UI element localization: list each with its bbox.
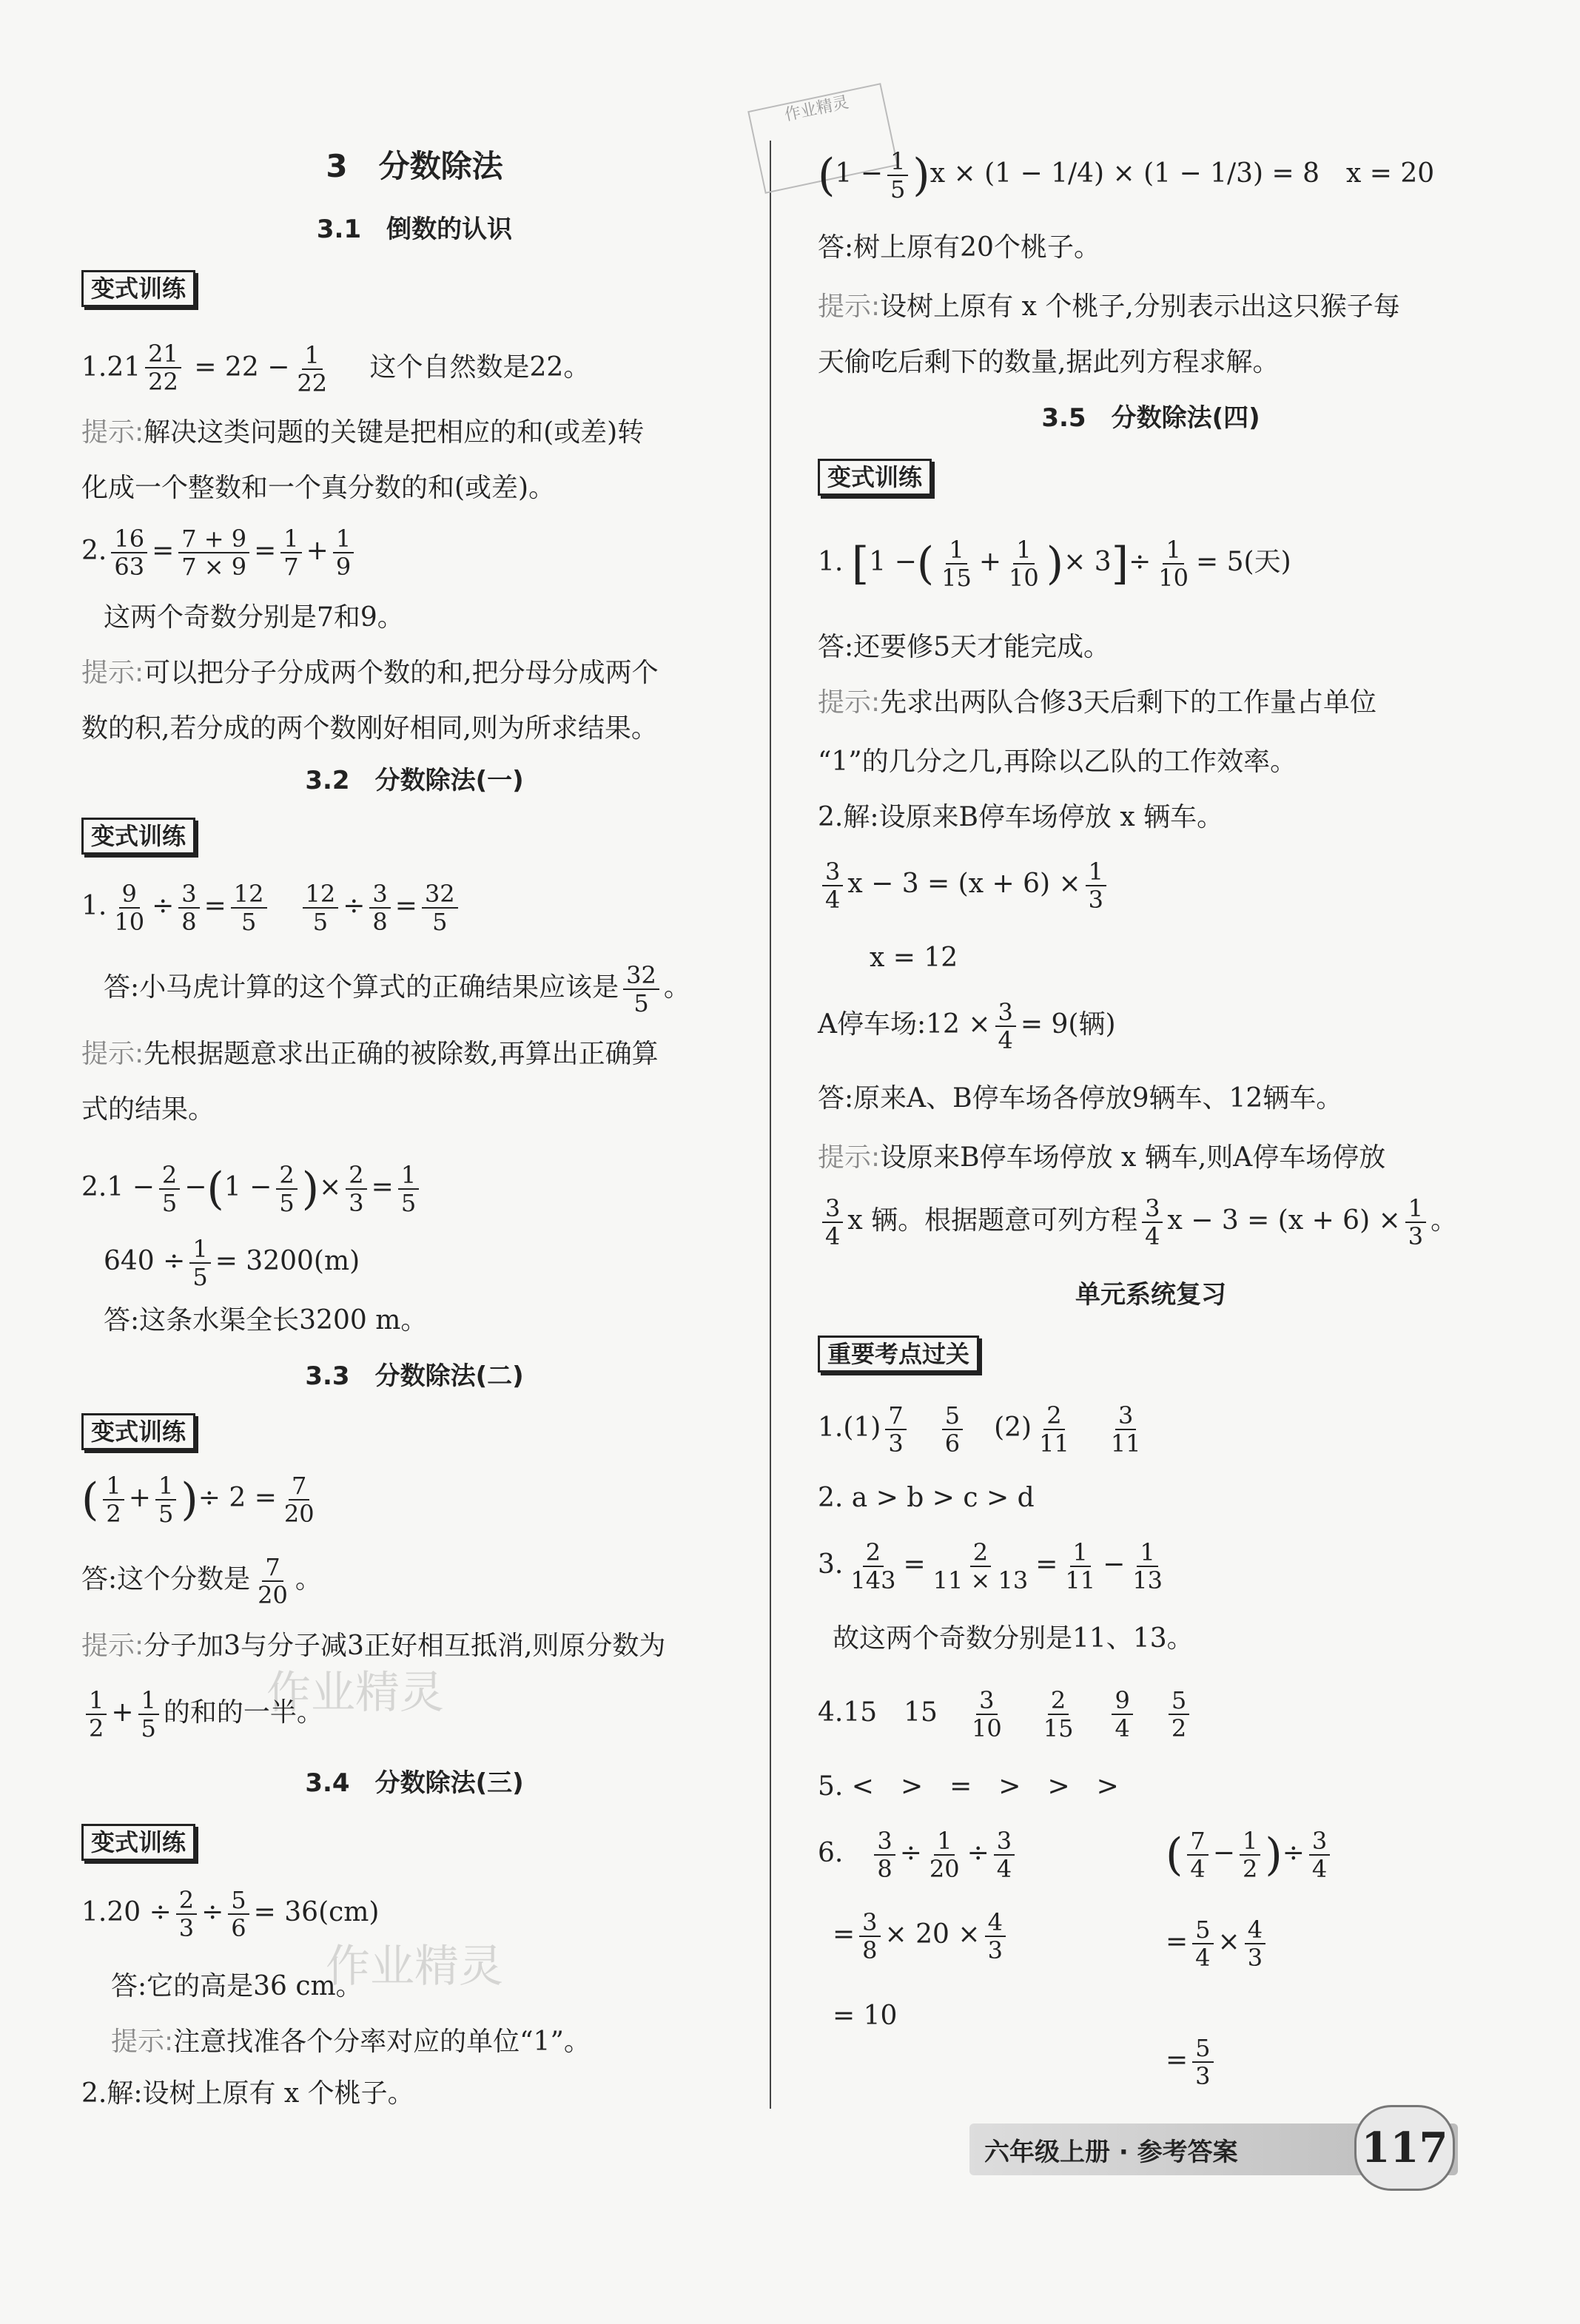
q35-2-answer: 答:原来A、B停车场各停放9辆车、12辆车。 (818, 1083, 1343, 1114)
stamp-logo: 作业精灵 (747, 83, 898, 194)
q32-answer: 答:小马虎计算的这个算式的正确结果应该是 $\frac{32}{5}$ 。 (104, 961, 690, 1017)
tip-2a: 提示:可以把分子分成两个数的和,把分母分成两个 (81, 658, 659, 688)
r-tip-b: 天偷吃后剩下的数量,据此列方程求解。 (818, 347, 1280, 377)
k1: 1.(1) $\frac{7}{3}$ $\frac{5}{6}$ (2) $\frac{2}{11}$ $\frac{3}{11}$ (818, 1401, 1141, 1458)
tip-35a: 提示:先求出两队合修3天后剩下的工作量占单位 (818, 687, 1377, 718)
k6-right-2: = $\frac{5}{4}$ × $\frac{4}{3}$ (1166, 1916, 1270, 1971)
q35-1: 1. [1 −( $\frac{1}{15}$ + $\frac{1}{10}$ )× 3]÷ $\frac{1}{10}$ = 5(天) (818, 536, 1291, 592)
k6-left-2: = $\frac{3}{8}$ × 20 × $\frac{4}{3}$ (833, 1909, 1010, 1964)
tip-33b: $\frac{1}{2}$ + $\frac{1}{5}$ 的和的一半。 (81, 1687, 323, 1742)
footer-banner: 六年级上册 · 参考答案 (969, 2123, 1458, 2175)
tip-1b: 化成一个整数和一个真分数的和(或差)。 (81, 473, 556, 503)
q35-answer: 答:还要修5天才能完成。 (818, 632, 1111, 662)
q34-1: 1.20 ÷ $\frac{2}{3}$ ÷ $\frac{5}{6}$ = 36(cm) (81, 1886, 380, 1942)
q35-2: 2.解:设原来B停车场停放 x 辆车。 (818, 802, 1224, 832)
q33-eq: ( $\frac{1}{2}$ + $\frac{1}{5}$ )÷ 2 = $\frac{7}{20}$ (81, 1472, 315, 1528)
tip-34: 提示:注意找准各个分率对应的单位“1”。 (111, 2027, 591, 2057)
bianshi-label: 变式训练 (81, 818, 195, 855)
column-divider (770, 141, 771, 2109)
q32-1: 1. $\frac{9}{10}$ ÷ $\frac{3}{8}$ = $\frac{12}{5}$ $\frac{12}{5}$ ÷ $\frac{3}{8}$ = $\frac{32}{5}$ (81, 880, 463, 935)
k3: 3. $\frac{2}{143}$ = $\frac{2}{11 \times 13}$ = $\frac{1}{11}$ − $\frac{1}{13}$ (818, 1538, 1163, 1594)
q35-2-x: x = 12 (870, 943, 958, 973)
r-tip-a: 提示:设树上原有 x 个桃子,分别表示出这只猴子每 (818, 292, 1400, 322)
tip-1a: 提示:解决这类问题的关键是把相应的和(或差)转 (81, 417, 645, 448)
section-3-1: 3.1 倒数的认识 (316, 215, 513, 244)
r-answer: 答:树上原有20个桃子。 (818, 232, 1100, 263)
q34-answer: 答:它的高是36 cm。 (111, 1971, 363, 2001)
watermark: 作业精灵 (266, 1667, 444, 1719)
section-3-2: 3.2 分数除法(一) (305, 766, 524, 795)
section-3-4: 3.4 分数除法(三) (305, 1768, 524, 1798)
q32-2b: 640 ÷ $\frac{1}{5}$ = 3200(m) (104, 1235, 360, 1291)
q1: 1.21 $\frac{21}{22}$ = 22 − $\frac{1}{22}$ 这个自然数是22。 (81, 340, 591, 397)
bianshi-label: 变式训练 (818, 459, 932, 496)
k6-right-3: = $\frac{5}{3}$ (1166, 2035, 1218, 2089)
k6-left-3: = 10 (833, 2001, 898, 2031)
tip-352b: $\frac{3}{4}$ x 辆。根据题意可列方程 $\frac{3}{4}$ x − 3 = (x + 6) × $\frac{1}{3}$ 。 (818, 1195, 1457, 1250)
keypoints-label: 重要考点过关 (818, 1336, 979, 1372)
review-title: 单元系统复习 (1075, 1280, 1226, 1310)
q35-2-a: A停车场:12 × $\frac{3}{4}$ = 9(辆) (818, 998, 1116, 1054)
watermark: 作业精灵 (326, 1941, 503, 1993)
page-number: 117 (1354, 2105, 1455, 2191)
tip-2b: 数的积,若分成的两个数刚好相同,则为所求结果。 (81, 713, 658, 744)
q32-2-answer: 答:这条水渠全长3200 m。 (104, 1305, 428, 1336)
q34-2: 2.解:设树上原有 x 个桃子。 (81, 2078, 414, 2109)
section-3-5: 3.5 分数除法(四) (1041, 403, 1260, 433)
tip-35b: “1”的几分之几,再除以乙队的工作效率。 (818, 747, 1297, 777)
q32-2: 2.1 − $\frac{2}{5}$ −(1 − $\frac{2}{5}$ )× $\frac{2}{3}$ = $\frac{1}{5}$ (81, 1162, 423, 1216)
tip-352a: 提示:设原来B停车场停放 x 辆车,则A停车场停放 (818, 1142, 1386, 1173)
bianshi-label: 变式训练 (81, 1824, 195, 1861)
tip-33a: 提示:分子加3与分子减3正好相互抵消,则原分数为 (81, 1631, 666, 1661)
tip-32a: 提示:先根据题意求出正确的被除数,再算出正确算 (81, 1039, 659, 1069)
section-3-3: 3.3 分数除法(二) (305, 1361, 524, 1391)
q2: 2. $\frac{16}{63}$ = $\frac{7 + 9}{7 \times 9}$ = $\frac{1}{7}$ + $\frac{1}{9}$ (81, 525, 358, 580)
k2: 2. a > b > c > d (818, 1483, 1035, 1513)
k4: 4.15 15 $\frac{3}{10}$ $\frac{2}{15}$ $\frac{9}{4}$ $\frac{5}{2}$ (818, 1687, 1194, 1742)
q35-2-eq: $\frac{3}{4}$ x − 3 = (x + 6) × $\frac{1}{3}$ (818, 858, 1111, 913)
q2-answer: 这两个奇数分别是7和9。 (104, 602, 404, 633)
bianshi-label: 变式训练 (81, 270, 195, 307)
bianshi-label: 变式训练 (81, 1413, 195, 1450)
chapter-title: 3 分数除法 (326, 148, 503, 184)
tip-32b: 式的结果。 (81, 1094, 215, 1125)
k6-right: ( $\frac{7}{4}$ − $\frac{1}{2}$ )÷ $\frac{3}{4}$ (1166, 1828, 1334, 1882)
q33-answer: 答:这个分数是 $\frac{7}{20}$ 。 (81, 1553, 322, 1609)
r-eq: (1 − $\frac{1}{5}$ )x × (1 − 1/4) × (1 − 1/3) = 8 x = 20 (818, 147, 1435, 203)
k6-left: 6. $\frac{3}{8}$ ÷ $\frac{1}{20}$ ÷ $\frac{3}{4}$ (818, 1828, 1019, 1882)
k5: 5. < > = > > > (818, 1771, 1119, 1802)
k3-answer: 故这两个奇数分别是11、13。 (833, 1623, 1194, 1654)
